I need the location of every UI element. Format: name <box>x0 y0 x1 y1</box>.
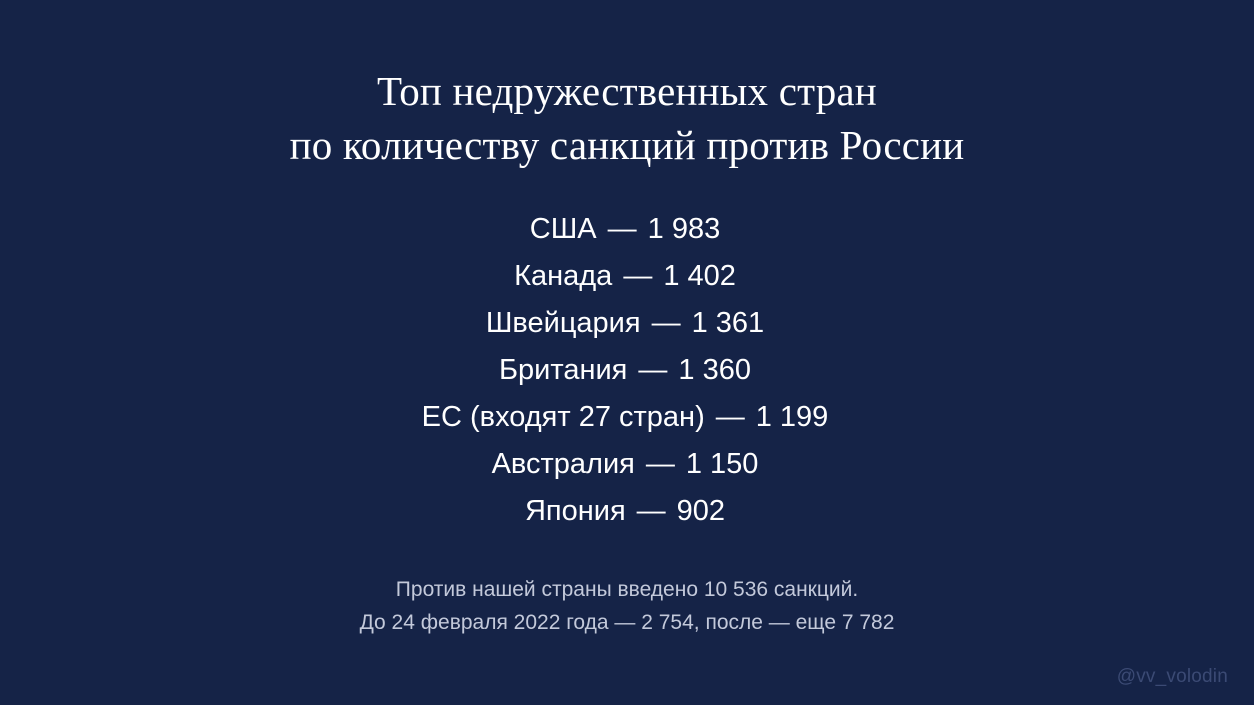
country-value: 902 <box>676 495 726 528</box>
country-value: 1 361 <box>691 307 765 340</box>
dash-separator: — <box>715 401 745 434</box>
country-label: ЕС (входят 27 стран) <box>421 401 705 434</box>
country-label: Канада <box>514 260 613 293</box>
title-line-1: Топ недружественных стран <box>377 68 877 114</box>
list-item <box>0 488 1254 535</box>
country-value: 1 360 <box>678 354 751 387</box>
dash-separator: — <box>651 307 681 340</box>
dash-separator: — <box>645 448 675 481</box>
country-value: 1 983 <box>647 213 721 246</box>
list-item <box>0 253 1254 300</box>
list-item <box>0 441 1254 488</box>
country-label: Британия <box>499 354 628 387</box>
dash-separator: — <box>623 260 653 293</box>
country-label: США <box>529 213 597 246</box>
footnote-line-1: Против нашей страны введено 10 536 санкций. <box>395 578 859 602</box>
country-label: Швейцария <box>485 307 641 340</box>
title-line-2: по количеству санкций против России <box>289 122 965 169</box>
country-value: 1 199 <box>755 401 829 434</box>
dash-separator: — <box>636 495 666 528</box>
author-handle: @vv_volodin <box>1116 666 1228 687</box>
footnote <box>360 574 895 639</box>
dash-separator: — <box>638 354 668 387</box>
list-item <box>0 347 1254 394</box>
country-value: 1 402 <box>663 260 736 293</box>
list-item <box>0 394 1254 441</box>
list-item <box>0 206 1254 253</box>
country-label: Австралия <box>491 448 635 481</box>
country-value: 1 150 <box>685 448 759 481</box>
dash-separator: — <box>607 213 637 246</box>
country-label: Япония <box>524 495 626 528</box>
page-title <box>290 64 965 172</box>
footnote-line-2: До 24 февраля 2022 года — 2 754, после — еще 7 782 <box>359 610 895 634</box>
country-sanctions-list <box>0 206 1254 535</box>
list-item <box>0 300 1254 347</box>
